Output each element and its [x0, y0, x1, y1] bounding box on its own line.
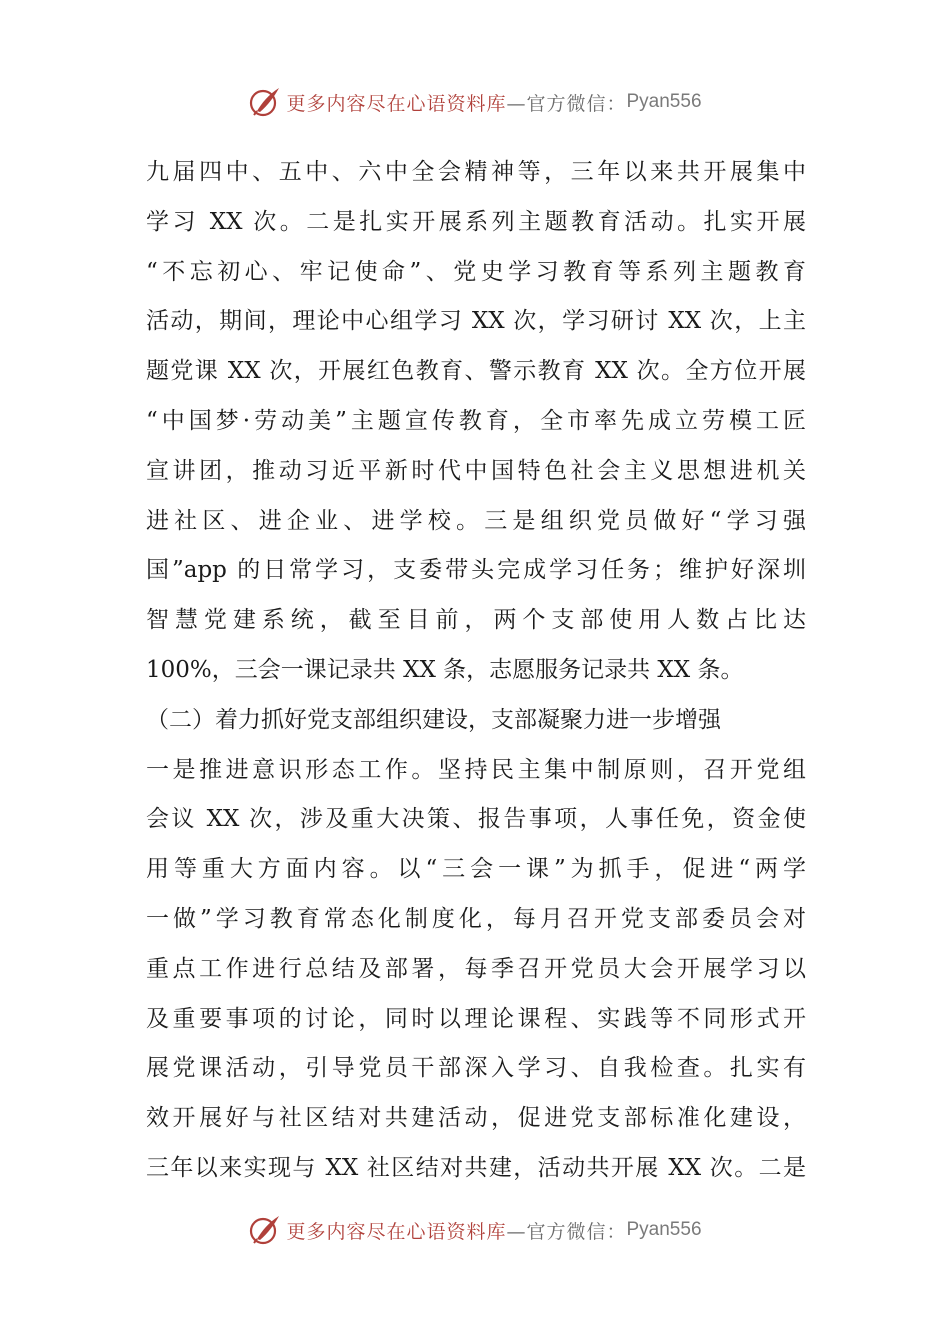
text-line: 国”app 的日常学习，支委带头完成学习任务；维护好深圳 [146, 557, 806, 584]
text-line: 九届四中、五中、六中全会精神等，三年以来共开展集中 [146, 159, 806, 185]
quill-logo-icon [248, 85, 282, 119]
text-line: 进社区、进企业、进学校。三是组织党员做好“学习强 [146, 507, 806, 534]
text-line: 及重要事项的讨论，同时以理论课程、实践等不同形式开 [146, 1005, 806, 1032]
text-line: 活动，期间，理论中心组学习 XX 次，学习研讨 XX 次，上主 [146, 308, 806, 335]
text-line: 一是推进意识形态工作。坚持民主集中制原则，召开党组 [146, 756, 806, 783]
text-line: 一做”学习教育常态化制度化，每月召开党支部委员会对 [146, 905, 806, 932]
text-line: “中国梦·劳动美”主题宣传教育，全市率先成立劳模工匠 [146, 407, 806, 434]
text-line: 100%，三会一课记录共 XX 条，志愿服务记录共 XX 条。 [146, 656, 744, 683]
footer-contact-label: —官方微信： [506, 1220, 627, 1243]
text-line: 重点工作进行总结及部署，每季召开党员大会开展学习以 [146, 955, 806, 982]
text-line: 效开展好与社区结对共建活动，促进党支部标准化建设， [146, 1105, 806, 1132]
footer-wechat-id: Pyan556 [626, 1219, 702, 1240]
text-line: 宣讲团，推动习近平新时代中国特色社会主义思想进机关 [146, 457, 806, 484]
header-brand-text: 更多内容尽在心语资料库 [286, 92, 507, 115]
footer-brand-text: 更多内容尽在心语资料库 [286, 1220, 507, 1243]
text-line: 用等重大方面内容。以“三会一课”为抓手，促进“两学 [146, 856, 806, 883]
quill-logo-icon [248, 1213, 282, 1247]
footer-watermark-banner [0, 1210, 950, 1250]
text-line: 会议 XX 次，涉及重大决策、报告事项，人事任免，资金使 [146, 806, 806, 833]
text-line: 展党课活动，引导党员干部深入学习、自我检查。扎实有 [146, 1055, 806, 1082]
header-contact-label: —官方微信： [506, 92, 627, 115]
document-body [146, 148, 806, 1194]
text-line: 智慧党建系统，截至目前，两个支部使用人数占比达 [146, 607, 806, 634]
text-line: 学习 XX 次。二是扎实开展系列主题教育活动。扎实开展 [146, 208, 806, 235]
text-line: “不忘初心、牢记使命”、党史学习教育等系列主题教育 [146, 258, 806, 285]
header-wechat-id: Pyan556 [626, 91, 702, 112]
text-line: 三年以来实现与 XX 社区结对共建，活动共开展 XX 次。二是 [146, 1154, 806, 1181]
section-heading: （二）着力抓好党支部组织建设，支部凝聚力进一步增强 [146, 706, 721, 733]
text-line: 题党课 XX 次，开展红色教育、警示教育 XX 次。全方位开展 [146, 358, 806, 385]
header-watermark-banner [0, 82, 950, 122]
